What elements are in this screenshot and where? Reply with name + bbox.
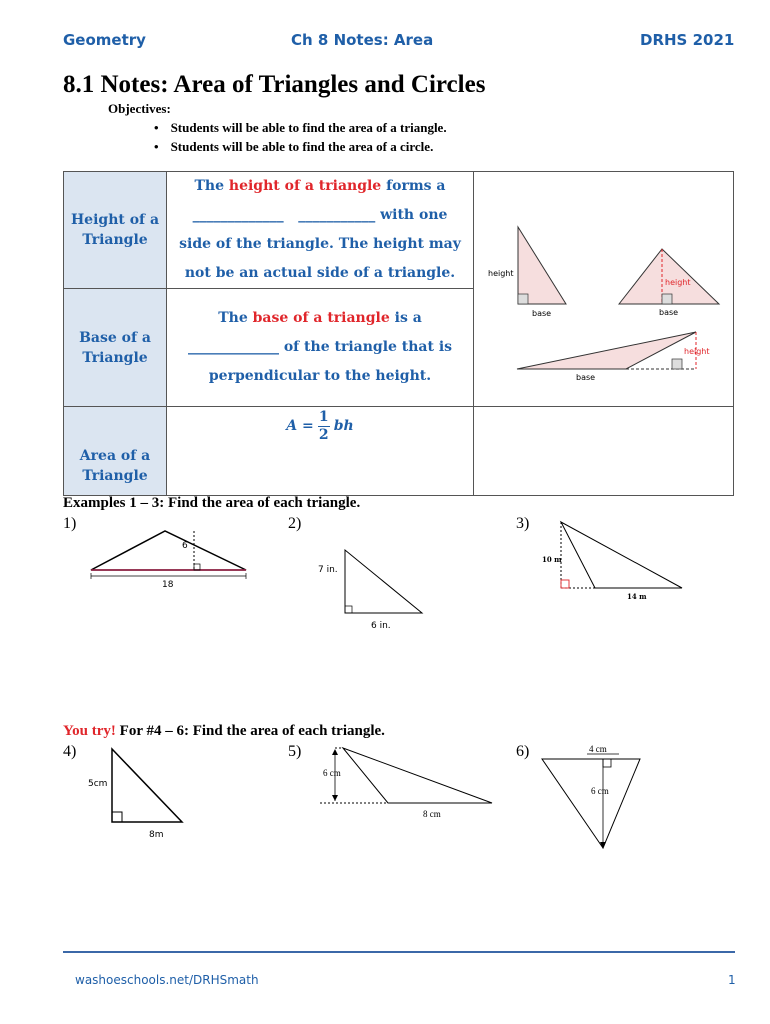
svg-text:6: 6 (182, 541, 188, 551)
svg-text:4 cm: 4 cm (589, 744, 607, 754)
example-3-triangle (535, 515, 685, 605)
svg-text:8m: 8m (149, 830, 164, 840)
example-number: 3) (516, 515, 530, 532)
page-number: 1 (728, 973, 736, 987)
example-number: 6) (516, 743, 530, 760)
example-5-triangle (315, 745, 500, 825)
obtuse-triangle-shape (517, 332, 696, 369)
definition-height: The height of a triangle forms a _____________ ___________ with one side of the triangle. The height may not be an actual side of a triangle. (167, 172, 474, 289)
footer-url[interactable]: washoeschools.net/DRHSmath (75, 973, 259, 987)
label-area: Area of a Triangle (64, 407, 167, 496)
svg-text:6 in.: 6 in. (371, 621, 391, 631)
footer-rule (63, 951, 735, 953)
example-number: 4) (63, 743, 77, 760)
objective-item: • Students will be able to find the area of a triangle. (154, 120, 447, 135)
you-try-heading: You try! For #4 – 6: Find the area of each triangle. (63, 723, 385, 739)
height-base-diagram (474, 172, 734, 402)
diagram-height-label: height (488, 269, 514, 278)
diagram-base-label: base (659, 308, 679, 317)
example-6-triangle (535, 740, 650, 855)
diagram-base-label: base (576, 373, 596, 382)
svg-text:14 m: 14 m (627, 592, 647, 601)
example-number: 5) (288, 743, 302, 760)
examples-heading: Examples 1 – 3: Find the area of each triangle. (63, 495, 361, 511)
svg-text:8 cm: 8 cm (423, 809, 441, 819)
svg-text:6 cm: 6 cm (591, 786, 609, 796)
example-4-triangle (85, 745, 195, 845)
example-2-triangle (315, 545, 430, 635)
triangle-diagrams (474, 172, 734, 407)
header-chapter: Ch 8 Notes: Area (291, 31, 434, 49)
diagram-height-label: height (684, 347, 710, 356)
svg-text:7 in.: 7 in. (318, 565, 338, 575)
objective-item: • Students will be able to find the area of a circle. (154, 139, 434, 154)
diagram-height-label: height (665, 278, 691, 287)
diagram-base-label: base (532, 309, 552, 318)
page-title: 8.1 Notes: Area of Triangles and Circles (63, 71, 486, 98)
area-formula: A = 1 2 bh (167, 407, 474, 496)
svg-text:10 m: 10 m (542, 555, 562, 564)
example-number: 1) (63, 515, 77, 532)
label-base: Base of a Triangle (64, 289, 167, 407)
right-triangle-shape (518, 227, 566, 304)
objectives-heading: Objectives: (108, 101, 171, 116)
svg-text:18: 18 (162, 580, 174, 590)
header-subject: Geometry (63, 31, 146, 49)
example-1-triangle (85, 525, 255, 595)
header-school: DRHS 2021 (640, 31, 735, 49)
example-number: 2) (288, 515, 302, 532)
empty-cell (474, 407, 734, 496)
svg-text:5cm: 5cm (88, 779, 108, 789)
svg-text:6 cm: 6 cm (323, 768, 341, 778)
definition-base: The base of a triangle is a _____________ of the triangle that is perpendicular to the height. (167, 289, 474, 407)
notes-table (63, 171, 734, 496)
label-height: Height of a Triangle (64, 172, 167, 289)
